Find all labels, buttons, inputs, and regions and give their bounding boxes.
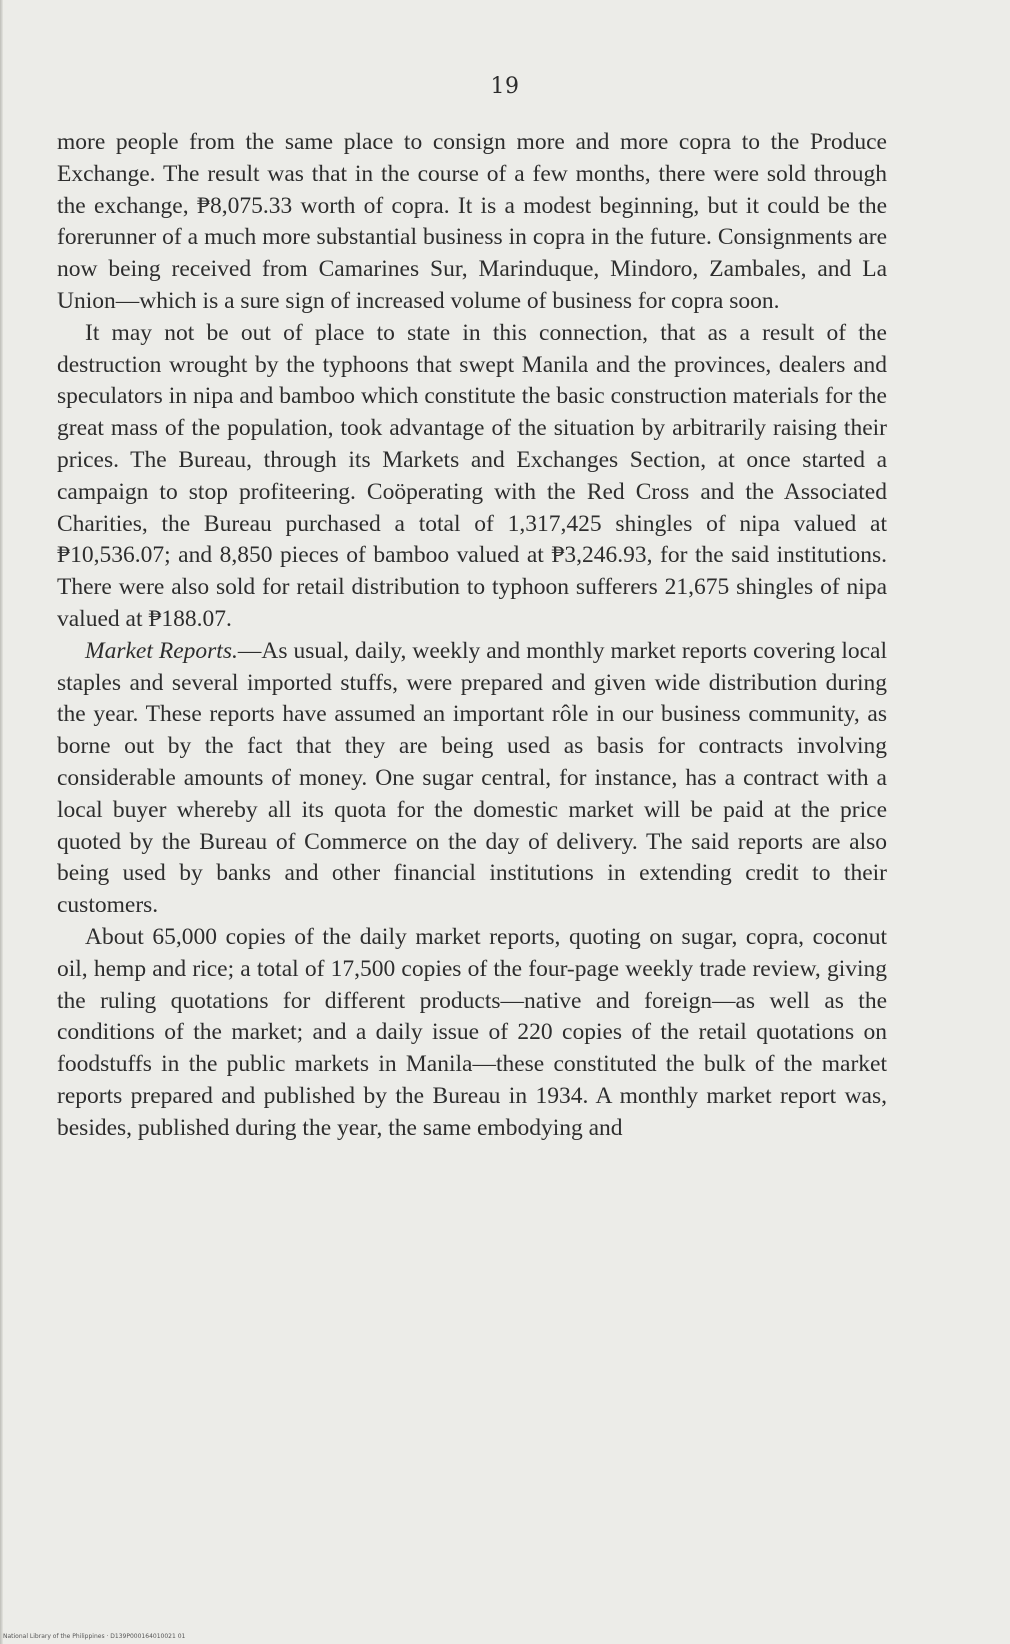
body-text [57,127,887,1145]
paragraph-market-reports [57,636,887,922]
page-number: 19 [490,74,520,99]
paragraph-text: —As usual, daily, weekly and monthly market reports covering local staples and several imported stuffs, were prepared and given wide distribution during the year. These reports have assumed an important rôle in our business community, as borne out by the fact that they are being used as basis for contracts involving considerable amounts of money. One sugar central, for instance, has a contract with a local buyer whereby all its quota for the domestic market will be paid at the price quoted by the Bureau of Commerce on the day of delivery. The said reports are also being used by banks and other financial institutions in extending credit to their customers. [57,637,888,919]
paragraph-text: It may not be out of place to state in this connection, that as a result of the destruction wrought by the typhoons that swept Manila and the provinces, dealers and speculators in nipa and bamboo which constitute the basic construction materials for the great mass of the population, took advantage of the situation by arbitrarily raising their prices. The Bureau, through its Markets and Exchanges Section, at once started a campaign to stop profiteering. Coöperating with the Red Cross and the Associated Charities, the Bureau purchased a total of 1,317,425 shingles of nipa valued at ₱10,536.07; and 8,850 pieces of bamboo valued at ₱3,246.93, for the said institutions. There were also sold for retail distribution to typhoon sufferers 21,675 shingles of nipa valued at ₱188.07. [57,319,887,632]
archive-stamp: National Library of the Philippines · D139P000164010021 01 [3,1633,186,1640]
page-binding-edge [0,0,3,1644]
paragraph-text: more people from the same place to consign more and more copra to the Produce Exchange. The result was that in the course of a few months, there were sold through the exchange, ₱8,075.33 worth of copra. It is a modest beginning, but it could be the forerunner of a much more substantial business in copra in the future. Consignments are now being received from Camarines Sur, Marinduque, Mindoro, Zambales, and La Union—which is a sure sign of increased volume of business for copra soon. [57,129,887,314]
paragraph-copra-consignments [57,127,887,318]
section-heading-market-reports: Market Reports. [85,637,238,664]
paragraph-typhoon-profiteering [57,318,887,636]
paragraph-report-copies [57,922,887,1145]
paragraph-text: About 65,000 copies of the daily market reports, quoting on sugar, copra, coconut oil, hemp and rice; a total of 17,500 copies of the four-page weekly trade review, giving the ruling quotations for different products—native and foreign—as well as the conditions of the market; and a daily issue of 220 copies of the retail quotations on foodstuffs in the public markets in Manila—these constituted the bulk of the market reports prepared and published by the Bureau in 1934. A monthly market report was, besides, published during the year, the same embodying and [57,923,887,1141]
